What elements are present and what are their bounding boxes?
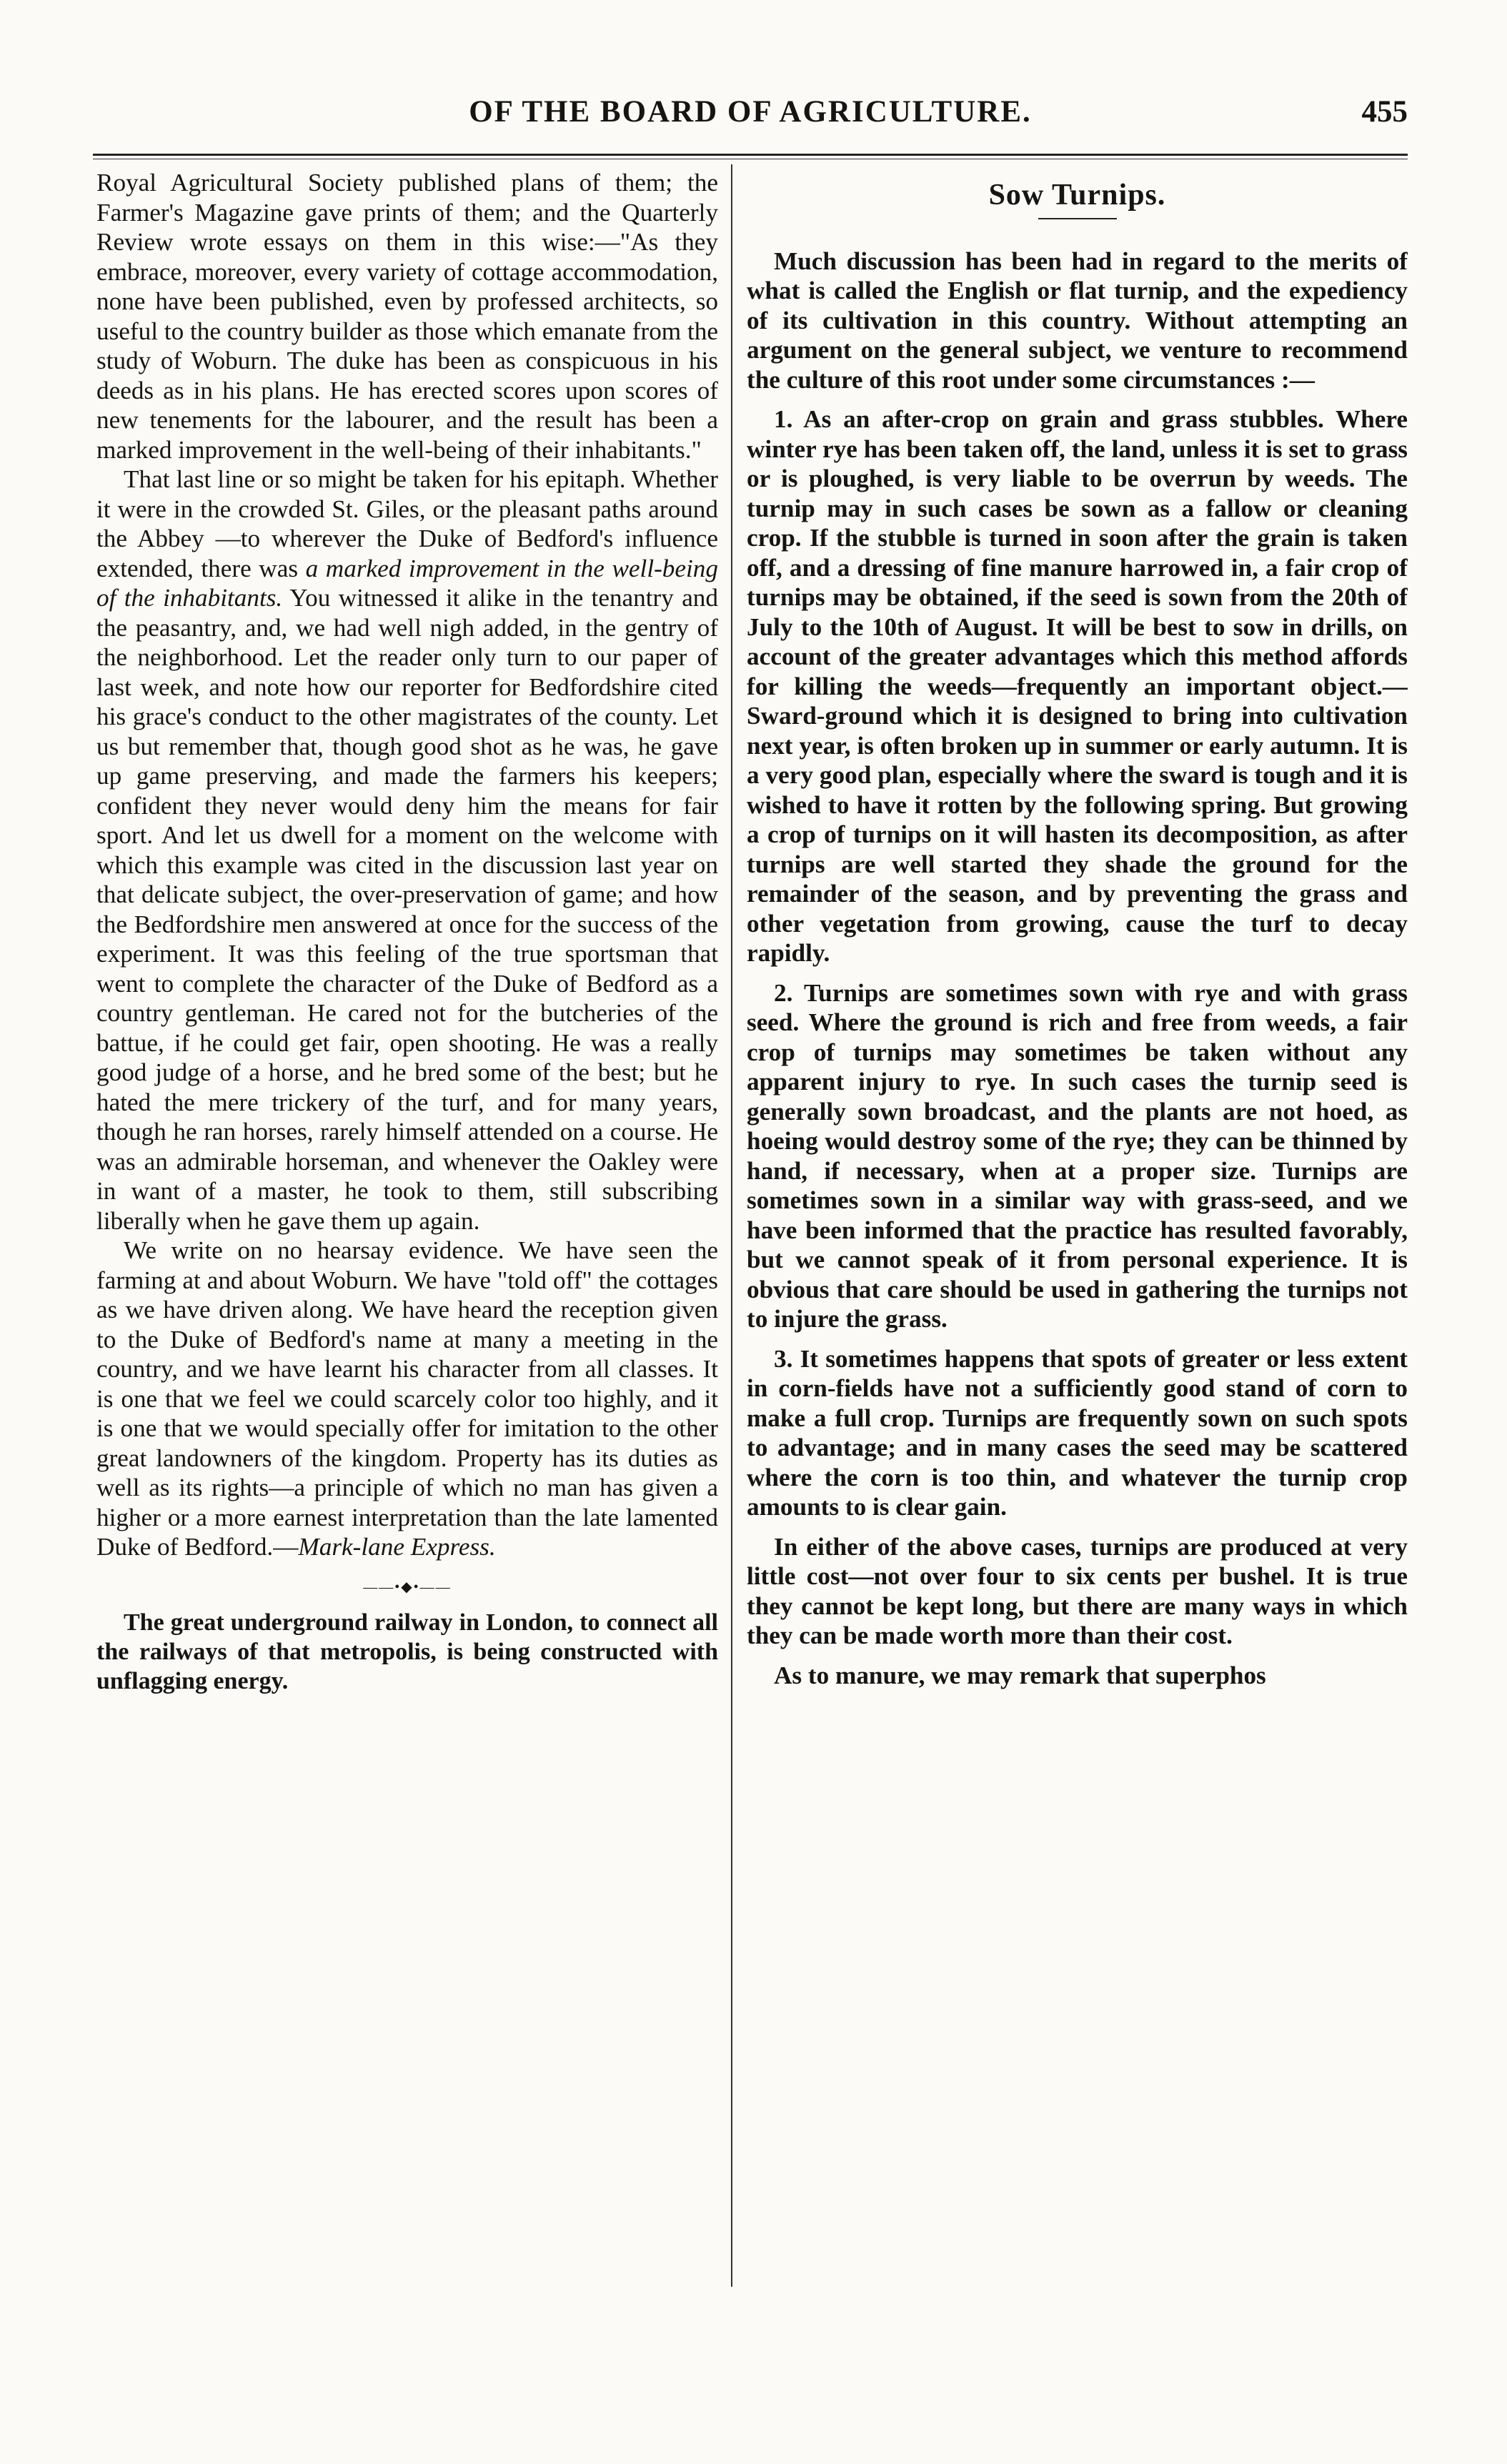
column-divider [731, 164, 732, 2287]
cost-paragraph: In either of the above cases, turnips are produced at very little cost—not over four to six cents per bushel. It is true they cannot be kept long, but there are many ways in which they can be made worth more than their cost. [747, 1532, 1408, 1649]
paragraph-2-text-a: That last line or so might be taken for his epitaph. Whether it were in the crowded St. Giles, or the pleasant paths around the Abbey —to wherever the Duke of Bedford's influence extended, there was [96, 465, 718, 582]
article-paragraph-3 [96, 1236, 718, 1562]
header-rule [93, 154, 1408, 156]
page-number: 455 [1361, 95, 1408, 129]
numbered-item-1: 1. As an after-crop on grain and grass stubbles. Where winter rye has been taken off, the land, unless it is set to grass or is ploughed, is very liable to be overrun by weeds. The turnip may in such cases be sown as a fallow or cleaning crop. If the stubble is turned in soon after the grain is taken off, and a dressing of fine manure harrowed in, a fair crop of turnips may be obtained, if the seed is sown from the 20th of July to the 10th of August. It will be best to sow in drills, on account of the greater advantages which this method affords for killing the weeds—frequently an important object.—Sward-ground which it is designed to bring into cultivation next year, is often broken up in summer or early autumn. It is a very good plan, especially where the sward is tough and it is wished to have it rotten by the following spring. But growing a crop of turnips on it will hasten its decomposition, as after turnips are well started they shade the ground for the remainder of the season, and by preventing the grass and other vegetation from growing, cause the turf to decay rapidly. [747, 405, 1408, 967]
right-column [747, 168, 1408, 2419]
left-column [96, 168, 718, 2419]
paragraph-2-text-b: You witnessed it alike in the tenantry and the peasantry, and, we had well nigh added, in the gentry of the neighborhood. Let the reader only turn to our paper of last week, and note how our reporter for Bedfordshire cited his grace's conduct to the other magistrates of the county. Let us but remember that, though good shot as he was, he gave up game preserving, and made the farmers his keepers; confident they never would deny him the means for fair sport. And let us dwell for a moment on the welcome with which this example was cited in the discussion last year on that delicate subject, the over-preservation of game; and how the Bedfordshire men answered at once for the success of the experiment. It was this feeling of the true sportsman that went to complete the character of the Duke of Bedford as a country gentleman. He cared not for the butcheries of the battue, if he could get fair, open shooting. He was a really good judge of a horse, and he bred some of the best; but he hated the mere trickery of the turf, and for many years, though he ran horses, rarely himself attended on a course. He was an admirable horseman, and whenever the Oakley were in want of a master, he took to them, still subscribing liberally when he gave them up again. [96, 584, 718, 1235]
paragraph-2-italic-phrase: a marked improvement in the well-being of the inhabitants. [96, 554, 718, 612]
source-credit: Mark-lane Express. [298, 1533, 496, 1561]
manure-paragraph: As to manure, we may remark that superphos [774, 1661, 1266, 1689]
article-heading: Sow Turnips. [988, 179, 1166, 212]
heading-rule [1038, 218, 1117, 219]
article-paragraph-1: Royal Agricultural Society published plans of them; the Farmer's Magazine gave prints of them; and the Quarterly Review wrote essays on them in this wise:—"As they embrace, moreover, every variety of cottage accommodation, none have been published, even by professed architects, so useful to the country builder as those which emanate from the study of Woburn. The duke has been as conspicuous in his deeds as in his plans. He has erected scores upon scores of new tenements for the labourer, and the result has been a marked improvement in the well-being of their inhabitants." [96, 169, 718, 464]
intro-paragraph: Much discussion has been had in regard to the merits of what is called the English or flat turnip, and the expediency of its cultivation in this country. Without attempting an argument on the general subject, we venture to recommend the culture of this root under some circumstances :— [747, 247, 1408, 394]
page-header [93, 94, 1408, 137]
numbered-item-2: 2. Turnips are sometimes sown with rye and with grass seed. Where the ground is rich and free from weeds, a fair crop of turnips may sometimes be taken without any apparent injury to rye. In such cases the turnip seed is generally sown broadcast, and the plants are not hoed, as hoeing would destroy some of the rye; they can be thinned by hand, if necessary, when at a proper size. Turnips are sometimes sown in a similar way with grass-seed, and we have been informed that the practice has resulted favorably, but we cannot speak of it from personal experience. It is obvious that care should be used in gathering the turnips not to injure the grass. [747, 978, 1408, 1333]
running-title: OF THE BOARD OF AGRICULTURE. [469, 95, 1032, 129]
news-note: The great underground railway in London, to connect all the railways of that metropolis, is being constructed with unflagging energy. [96, 1609, 718, 1694]
section-ornament: ——•◆•—— [363, 1579, 452, 1595]
paragraph-3-text: We write on no hearsay evidence. We have seen the farming at and about Woburn. We have "told off" the cottages as we have driven along. We have heard the reception given to the Duke of Bedford's name at many a meeting in the country, and we have learnt his character from all classes. It is one that we feel we could scarcely color too highly, and it is one that we would specially offer for imitation to the other great landowners of the kingdom. Property has its duties as well as its rights—a principle of which no man has given a higher or a more earnest interpretation than the late lamented Duke of Bedford.— [96, 1236, 718, 1561]
article-paragraph-2 [96, 465, 718, 1236]
numbered-item-3: 3. It sometimes happens that spots of greater or less extent in corn-fields have not a sufficiently good stand of corn to make a full crop. Turnips are frequently sown on such spots to advantage; and in many cases the seed may be scattered where the corn is too thin, and whatever the turnip crop amounts to is clear gain. [747, 1344, 1408, 1521]
